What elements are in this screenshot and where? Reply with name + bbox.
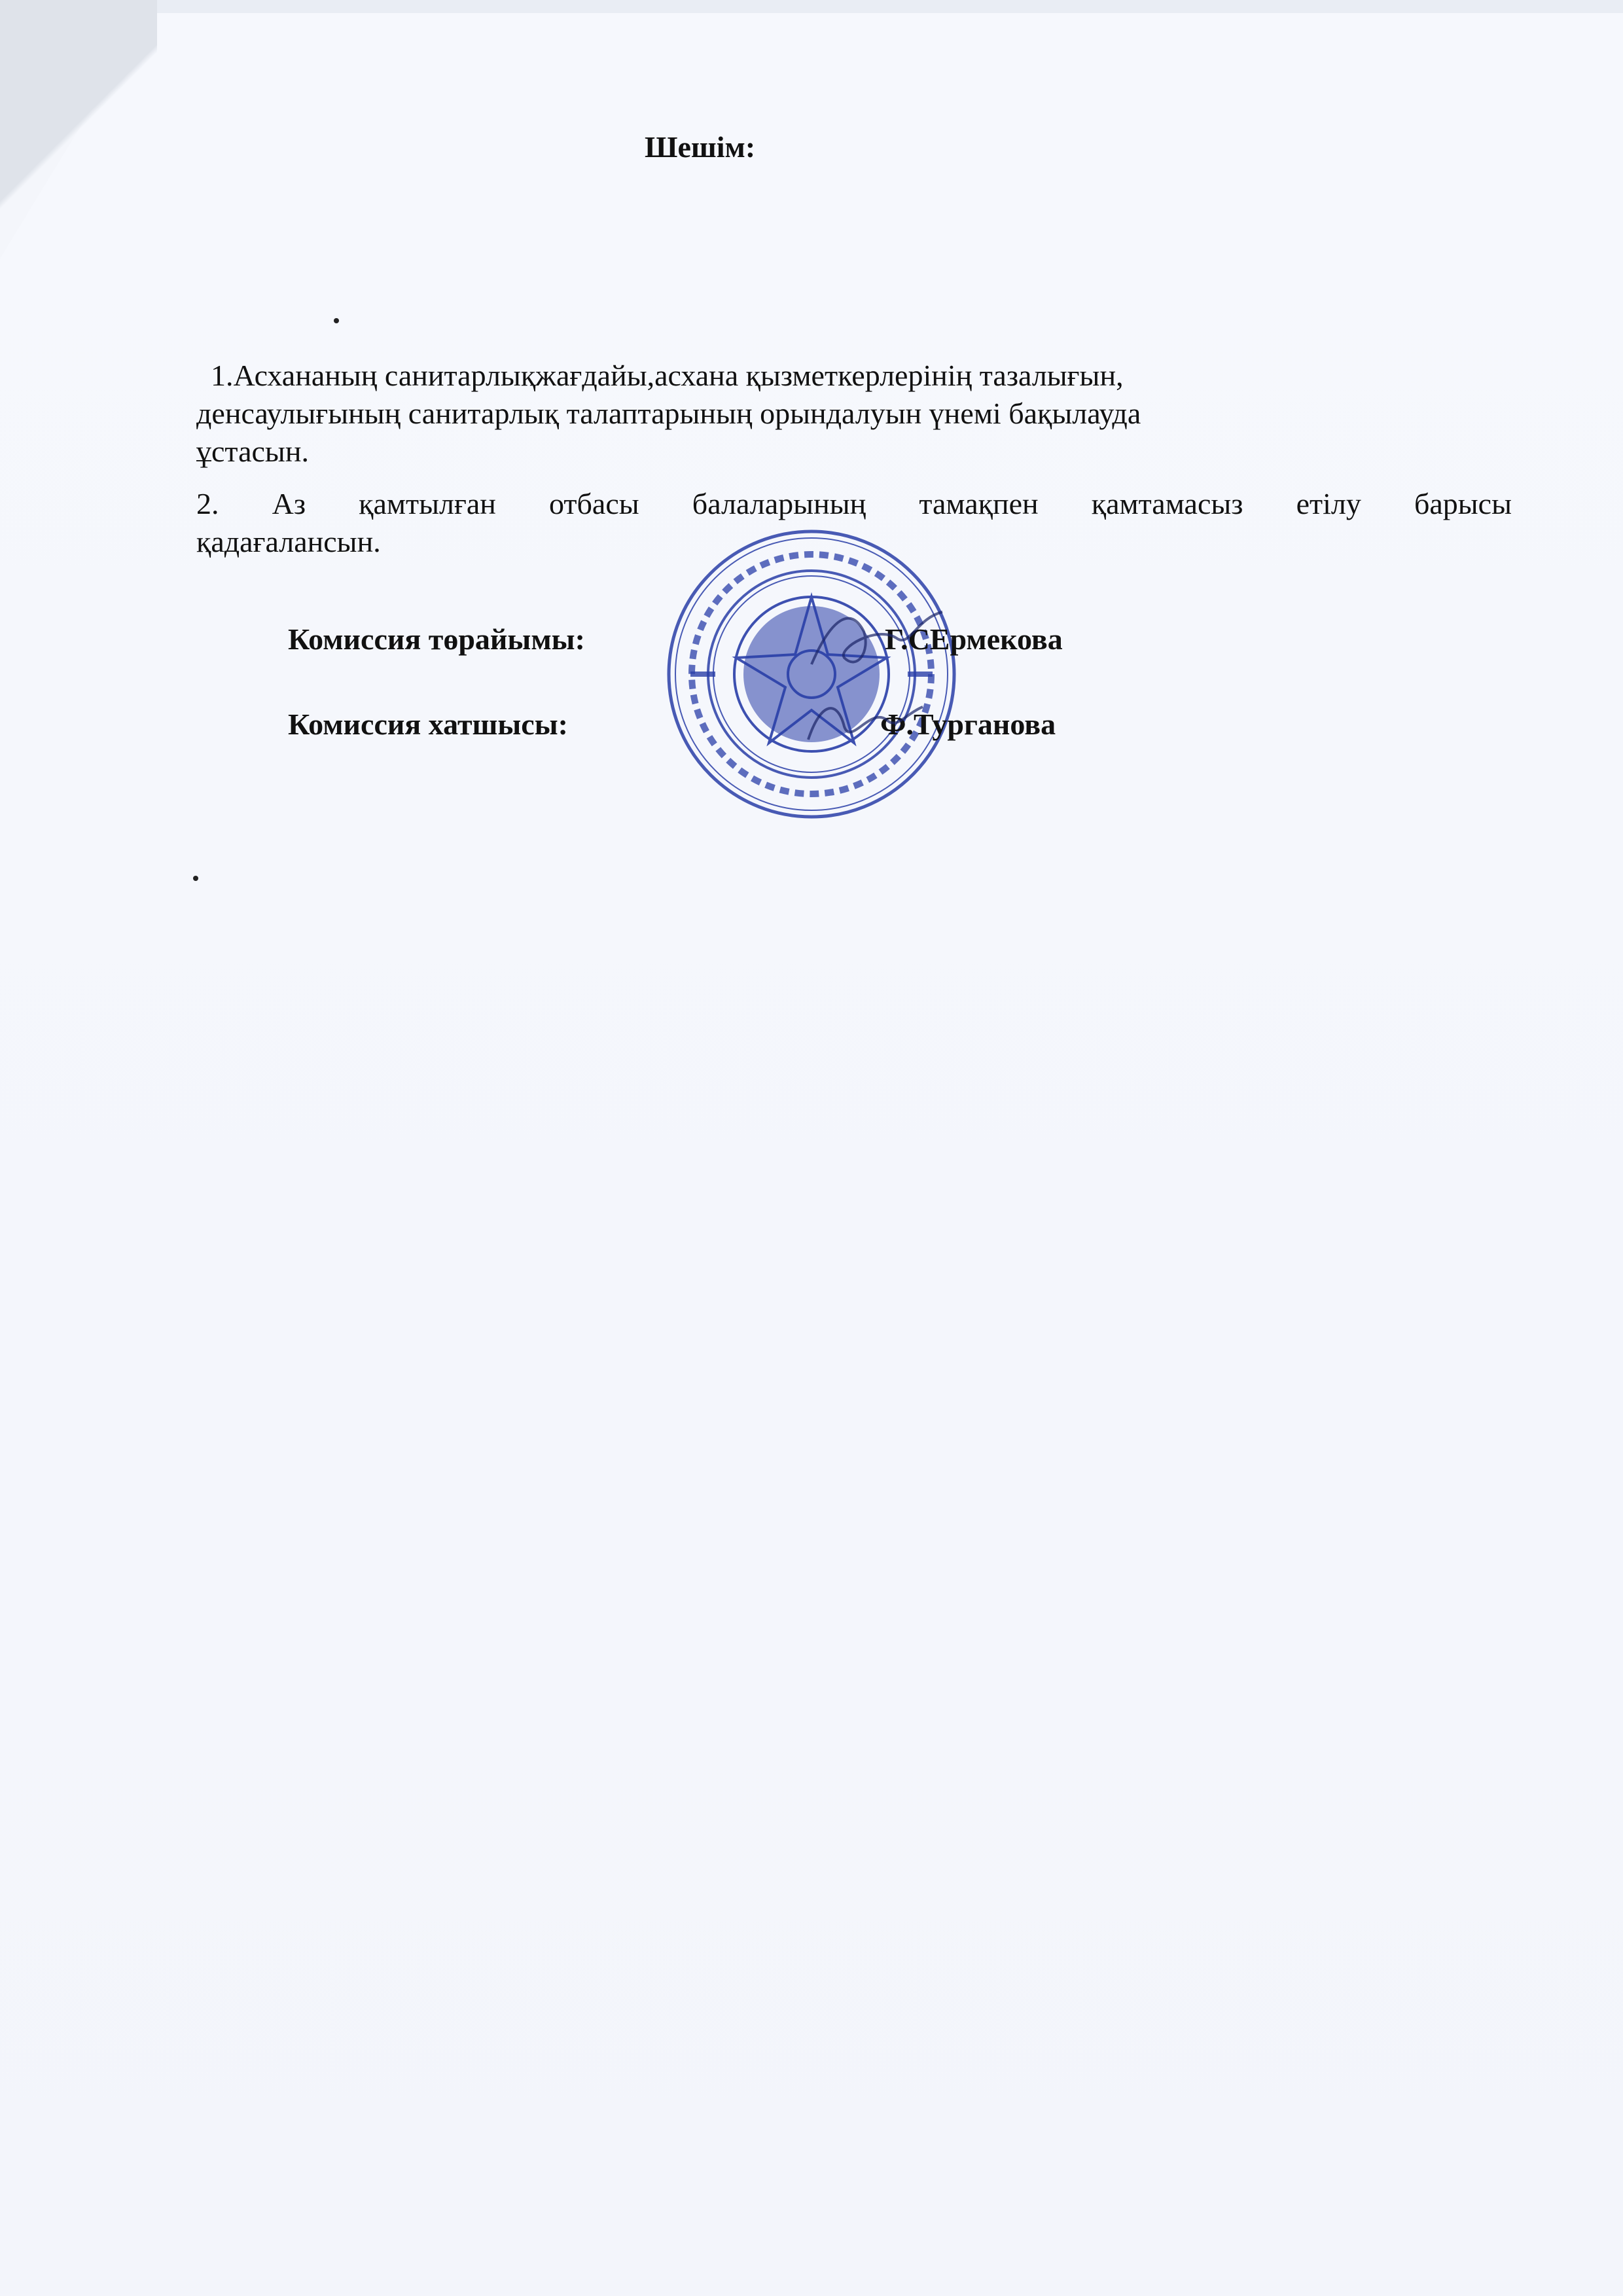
decision-item-1 — [196, 357, 1512, 471]
decision-item-2-line-1: 2. Аз қамтылған отбасы балаларының тамақпен қамтамасыз етілу барысы — [196, 487, 1512, 520]
scan-edge — [0, 0, 1623, 13]
secretary-signature-row — [288, 707, 568, 742]
decision-item-2-line-2: қадағалансын. — [196, 525, 381, 558]
secretary-signature-icon — [798, 681, 929, 759]
secretary-role: Комиссия хатшысы: — [288, 708, 568, 741]
decision-title: Шешім: — [645, 130, 756, 164]
item-1-line-3: ұстасын. — [196, 435, 309, 468]
chair-signature-icon — [805, 592, 955, 691]
folded-corner — [0, 0, 157, 262]
chair-role: Комиссия төрайымы: — [288, 622, 585, 656]
item-1-line-2: денсаулығының санитарлық талаптарының орындалуын үнемі бақылауда — [196, 397, 1141, 430]
chair-signature-row — [288, 622, 585, 656]
scan-speck — [334, 318, 339, 323]
secretary-name: Ф.Турганова — [880, 708, 1056, 741]
item-1-line-1: 1.Асхананың санитарлықжағдайы,асхана қызметкерлерінің тазалығын, — [211, 359, 1124, 392]
scan-speck — [193, 876, 198, 881]
chair-name: Г.СЕрмекова — [885, 622, 1063, 656]
